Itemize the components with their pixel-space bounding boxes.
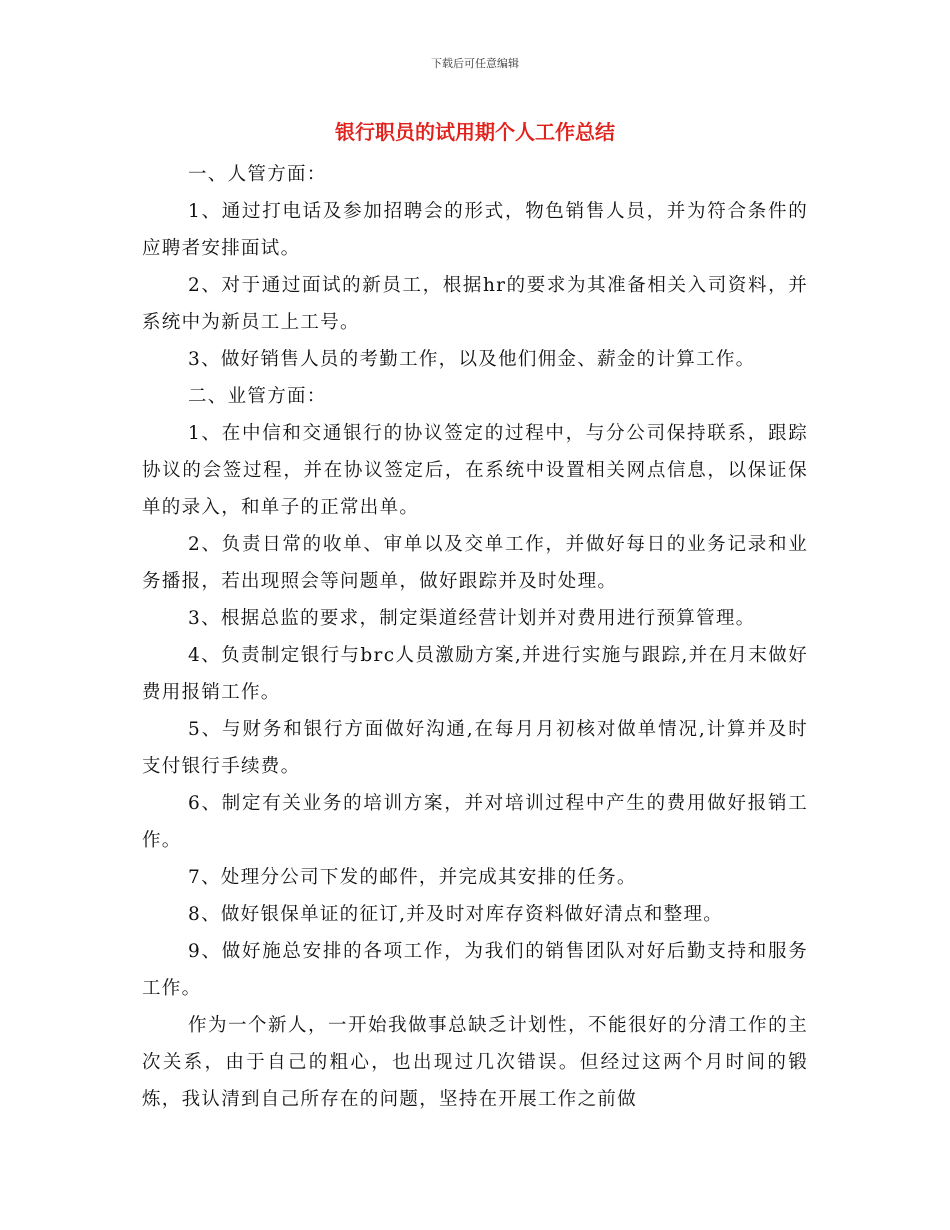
paragraph: 3、做好销售人员的考勤工作，以及他们佣金、薪金的计算工作。: [188, 349, 756, 370]
section-heading-personnel: 一、人管方面：: [188, 164, 327, 185]
section-heading-business: 二、业管方面：: [188, 386, 327, 407]
paragraph: 1、在中信和交通银行的协议签定的过程中，与分公司保持联系，跟踪协议的会签过程，并在协议签定后，在系统中设置相关网点信息，以保证保单的录入，和单子的正常出单。: [142, 423, 808, 518]
paragraph: 2、负责日常的收单、审单以及交单工作，并做好每日的业务记录和业务播报，若出现照会等问题单，做好跟踪并及时处理。: [142, 534, 808, 592]
header-note: 下载后可任意编辑: [431, 57, 519, 70]
paragraph: 3、根据总监的要求，制定渠道经营计划并对费用进行预算管理。: [188, 608, 756, 629]
document-body: [142, 156, 808, 1118]
paragraph: 8、做好银保单证的征订,并及时对库存资料做好清点和整理。: [188, 904, 724, 925]
paragraph: 作为一个新人，一开始我做事总缺乏计划性，不能很好的分清工作的主次关系，由于自己的粗心，也出现过几次错误。但经过这两个月时间的锻炼，我认清到自己所存在的问题，坚持在开展工作之前做: [142, 1015, 808, 1110]
paragraph: 5、与财务和银行方面做好沟通,在每月月初核对做单情况,计算并及时支付银行手续费。: [142, 719, 808, 777]
paragraph: 6、制定有关业务的培训方案，并对培训过程中产生的费用做好报销工作。: [142, 793, 808, 851]
paragraph: 4、负责制定银行与brc人员激励方案,并进行实施与跟踪,并在月末做好费用报销工作。: [142, 645, 808, 703]
paragraph: 1、通过打电话及参加招聘会的形式，物色销售人员，并为符合条件的应聘者安排面试。: [142, 201, 808, 259]
paragraph: 9、做好施总安排的各项工作，为我们的销售团队对好后勤支持和服务工作。: [142, 941, 808, 999]
paragraph: 2、对于通过面试的新员工，根据hr的要求为其准备相关入司资料，并系统中为新员工上工号。: [142, 275, 808, 333]
paragraph: 7、处理分公司下发的邮件，并完成其安排的任务。: [188, 867, 637, 888]
document-title: 银行职员的试用期个人工作总结: [335, 120, 615, 144]
